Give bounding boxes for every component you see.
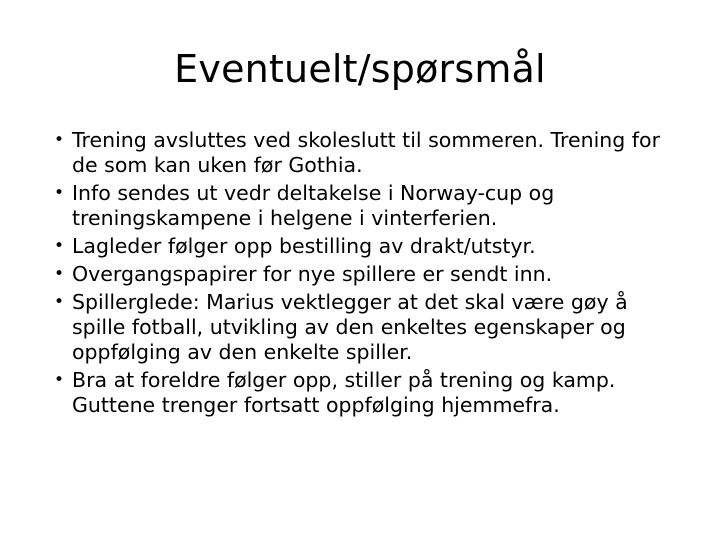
bullet-item (50, 368, 675, 418)
bullet-icon: • (54, 130, 65, 150)
bullet-icon: • (54, 236, 65, 256)
bullet-item (50, 234, 675, 259)
bullet-icon: • (54, 370, 65, 390)
bullet-icon: • (54, 183, 65, 203)
bullet-text: Trening avsluttes ved skoleslutt til sommeren. Trening for de som kan uken før Gothia. (72, 128, 660, 177)
bullet-icon: • (54, 264, 65, 284)
bullet-item (50, 262, 675, 287)
bullet-text: Bra at foreldre følger opp, stiller på trening og kamp. Guttene trenger fortsatt oppfølging hjemmefra. (72, 368, 616, 417)
bullet-item (50, 128, 675, 178)
bullet-text: Info sendes ut vedr deltakelse i Norway-cup og treningskampene i helgene i vinterferien. (72, 181, 555, 230)
slide-title: Eventuelt/spørsmål (174, 47, 546, 91)
bullet-text: Overgangspapirer for nye spillere er sendt inn. (72, 262, 553, 286)
bullet-text: Spillerglede: Marius vektlegger at det skal være gøy å spille fotball, utvikling av den enkeltes egenskaper og oppfølging av den enkelte spiller. (72, 290, 628, 364)
bullet-list (50, 128, 675, 421)
bullet-item (50, 290, 675, 365)
bullet-item (50, 181, 675, 231)
bullet-text: Lagleder følger opp bestilling av drakt/utstyr. (72, 234, 536, 258)
bullet-icon: • (54, 292, 65, 312)
